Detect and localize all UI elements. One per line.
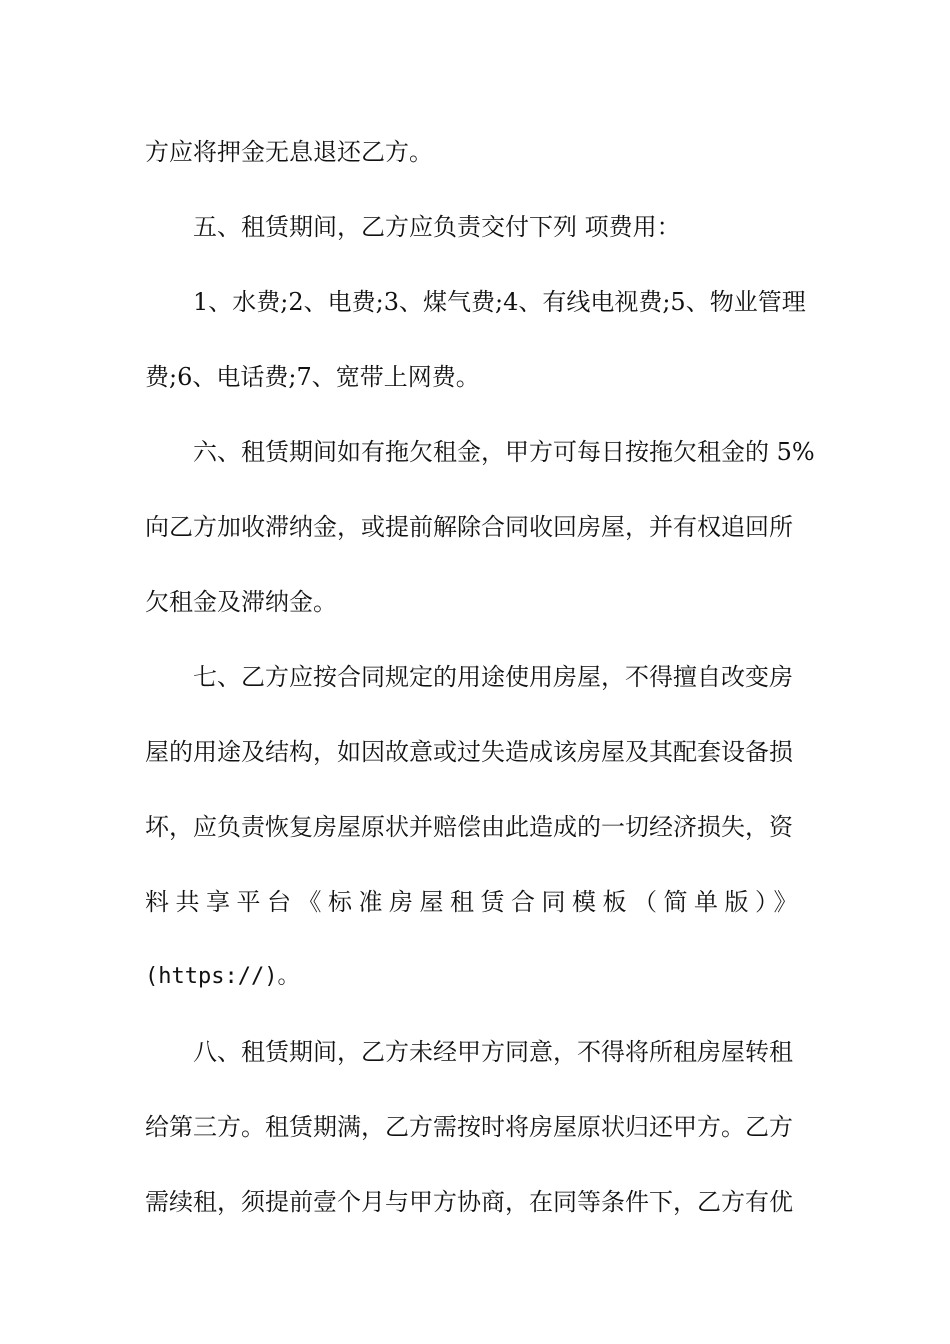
text-line: 1、水费;2、电费;3、煤气费;4、有线电视费;5、物业管理 [193, 288, 806, 316]
text-line: 给第三方。租赁期满，乙方需按时将房屋原状归还甲方。乙方 [145, 1113, 793, 1141]
paragraph-heading-six: 六、租赁期间如有拖欠租金，甲方可每日按拖欠租金的 5% [193, 438, 815, 466]
text-line: 方应将押金无息退还乙方。 [145, 138, 433, 166]
paragraph-heading-eight: 八、租赁期间，乙方未经甲方同意，不得将所租房屋转租 [193, 1038, 793, 1066]
text-line: 费;6、电话费;7、宽带上网费。 [145, 363, 480, 391]
text-line: 向乙方加收滞纳金，或提前解除合同收回房屋，并有权追回所 [145, 513, 793, 541]
paragraph-heading-seven: 七、乙方应按合同规定的用途使用房屋，不得擅自改变房 [193, 663, 793, 691]
justified-title-line [145, 887, 810, 917]
paragraph-heading-five: 五、租赁期间，乙方应负责交付下列 项费用： [193, 213, 681, 241]
text-line: 屋的用途及结构，如因故意或过失造成该房屋及其配套设备损 [145, 738, 793, 766]
text-line: 需续租，须提前壹个月与甲方协商，在同等条件下，乙方有优 [145, 1188, 793, 1216]
text-line: 坏，应负责恢复房屋原状并赔偿由此造成的一切经济损失，资 [145, 813, 793, 841]
text-line: 欠租金及滞纳金。 [145, 588, 337, 616]
url-line: (https://)。 [145, 964, 300, 989]
justified-title-text: 料共享平台《标准房屋租赁合同模板（简单版）》 [145, 888, 804, 916]
